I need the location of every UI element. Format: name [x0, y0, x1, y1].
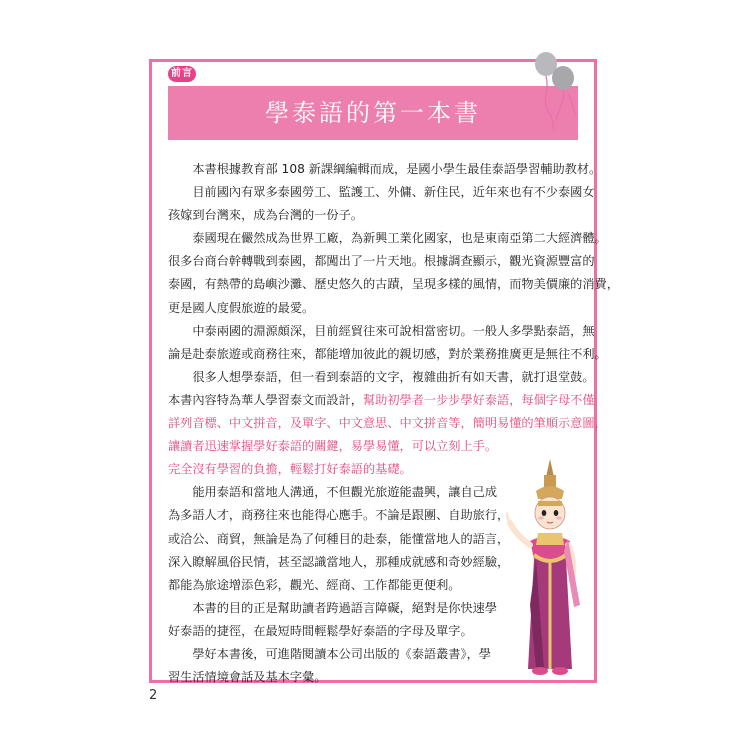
text-run: 泰國現在儼然成為世界工廠，為新興工業化國家，也是東南亞第二大經濟體。 [168, 231, 607, 246]
text-line [168, 320, 595, 343]
text-run: 更是國人度假旅遊的最愛。 [168, 300, 315, 315]
page-number: 2 [149, 688, 158, 703]
para-2 [168, 181, 595, 227]
thai-dancer-illustration [506, 455, 588, 677]
text-run: 很多台商台幹轉戰到泰國，都闖出了一片天地。根據調查顯示，觀光資源豐富的 [168, 254, 595, 269]
text-run: 學好本書後，可進階閱讀本公司出版的《泰語叢書》，學 [168, 646, 491, 661]
text-run: 深入瞭解風俗民情，甚至認識當地人，那種成就感和奇妙經驗， [168, 554, 510, 569]
text-run: 能用泰語和當地人溝通，不但觀光旅遊能盡興，讓自己成 [168, 485, 498, 500]
text-line [168, 158, 602, 181]
text-line [168, 227, 607, 250]
text-line [168, 389, 595, 412]
text-line [168, 412, 607, 435]
highlighted-text: 讓讀者迅速掌握學好泰語的關鍵，易學易懂，可以立刻上手。 [168, 439, 498, 454]
balloons-icon [528, 50, 588, 130]
text-line [168, 204, 586, 227]
text-run: 本書的目的正是幫助讀者跨過語言障礙，絕對是你快速學 [168, 600, 498, 615]
page-title: 學泰語的第一本書 [168, 86, 578, 140]
highlighted-text: 完全沒有學習的負擔，輕鬆打好泰語的基礎。 [168, 462, 412, 477]
text-run: 本書內容特為華人學習泰文而設計， [168, 392, 363, 407]
text-run: 孩嫁到台灣來，成為台灣的一份子。 [168, 208, 363, 223]
highlighted-text: 詳列音標、中文拼音，及單字、中文意思、中文拼音等，簡明易懂的筆順示意圖， [168, 416, 607, 431]
text-run: 目前國內有眾多泰國勞工、監護工、外傭、新住民，近年來也有不少泰國女 [168, 185, 595, 200]
text-line [168, 250, 595, 273]
text-run: 很多人想學泰語，但一看到泰語的文字，複雜曲折有如天書，就打退堂鼓。 [168, 369, 595, 384]
highlighted-text: 幫助初學者一步步學好泰語，每個字母不僅 [363, 392, 595, 407]
text-line [168, 343, 607, 366]
text-line [168, 273, 619, 296]
text-line [168, 181, 595, 204]
para-4 [168, 320, 607, 366]
text-run: 泰國，有熱帶的島嶼沙灘、歷史悠久的古蹟，呈現多樣的風情，而物美價廉的消費， [168, 277, 619, 292]
text-run: 本書根據教育部 108 新課綱編輯而成，是國小學生最佳泰語學習輔助教材。 [168, 162, 602, 176]
text-run: 或洽公、商貿，無論是為了何種目的赴泰，能懂當地人的語言， [168, 531, 510, 546]
text-run: 都能為旅途增添色彩，觀光、經商、工作都能更便利。 [168, 577, 461, 592]
text-run: 論是赴泰旅遊或商務往來，都能增加彼此的親切感，對於業務推廣更是無往不利。 [168, 346, 607, 361]
section-badge: 前言 [168, 66, 196, 82]
para-3 [168, 227, 619, 319]
text-run: 中泰兩國的淵源頗深，目前經貿往來可說相當密切。一般人多學點泰語，無 [168, 323, 595, 338]
para-1 [168, 158, 602, 181]
text-run: 好泰語的捷徑，在最短時間輕鬆學好泰語的字母及單字。 [168, 623, 473, 638]
text-run: 為多語人才，商務往來也能得心應手。不論是跟團、自助旅行， [168, 508, 510, 523]
text-run: 習生活情境會話及基本字彙。 [168, 670, 327, 685]
text-line [168, 366, 595, 389]
text-line [168, 297, 586, 320]
